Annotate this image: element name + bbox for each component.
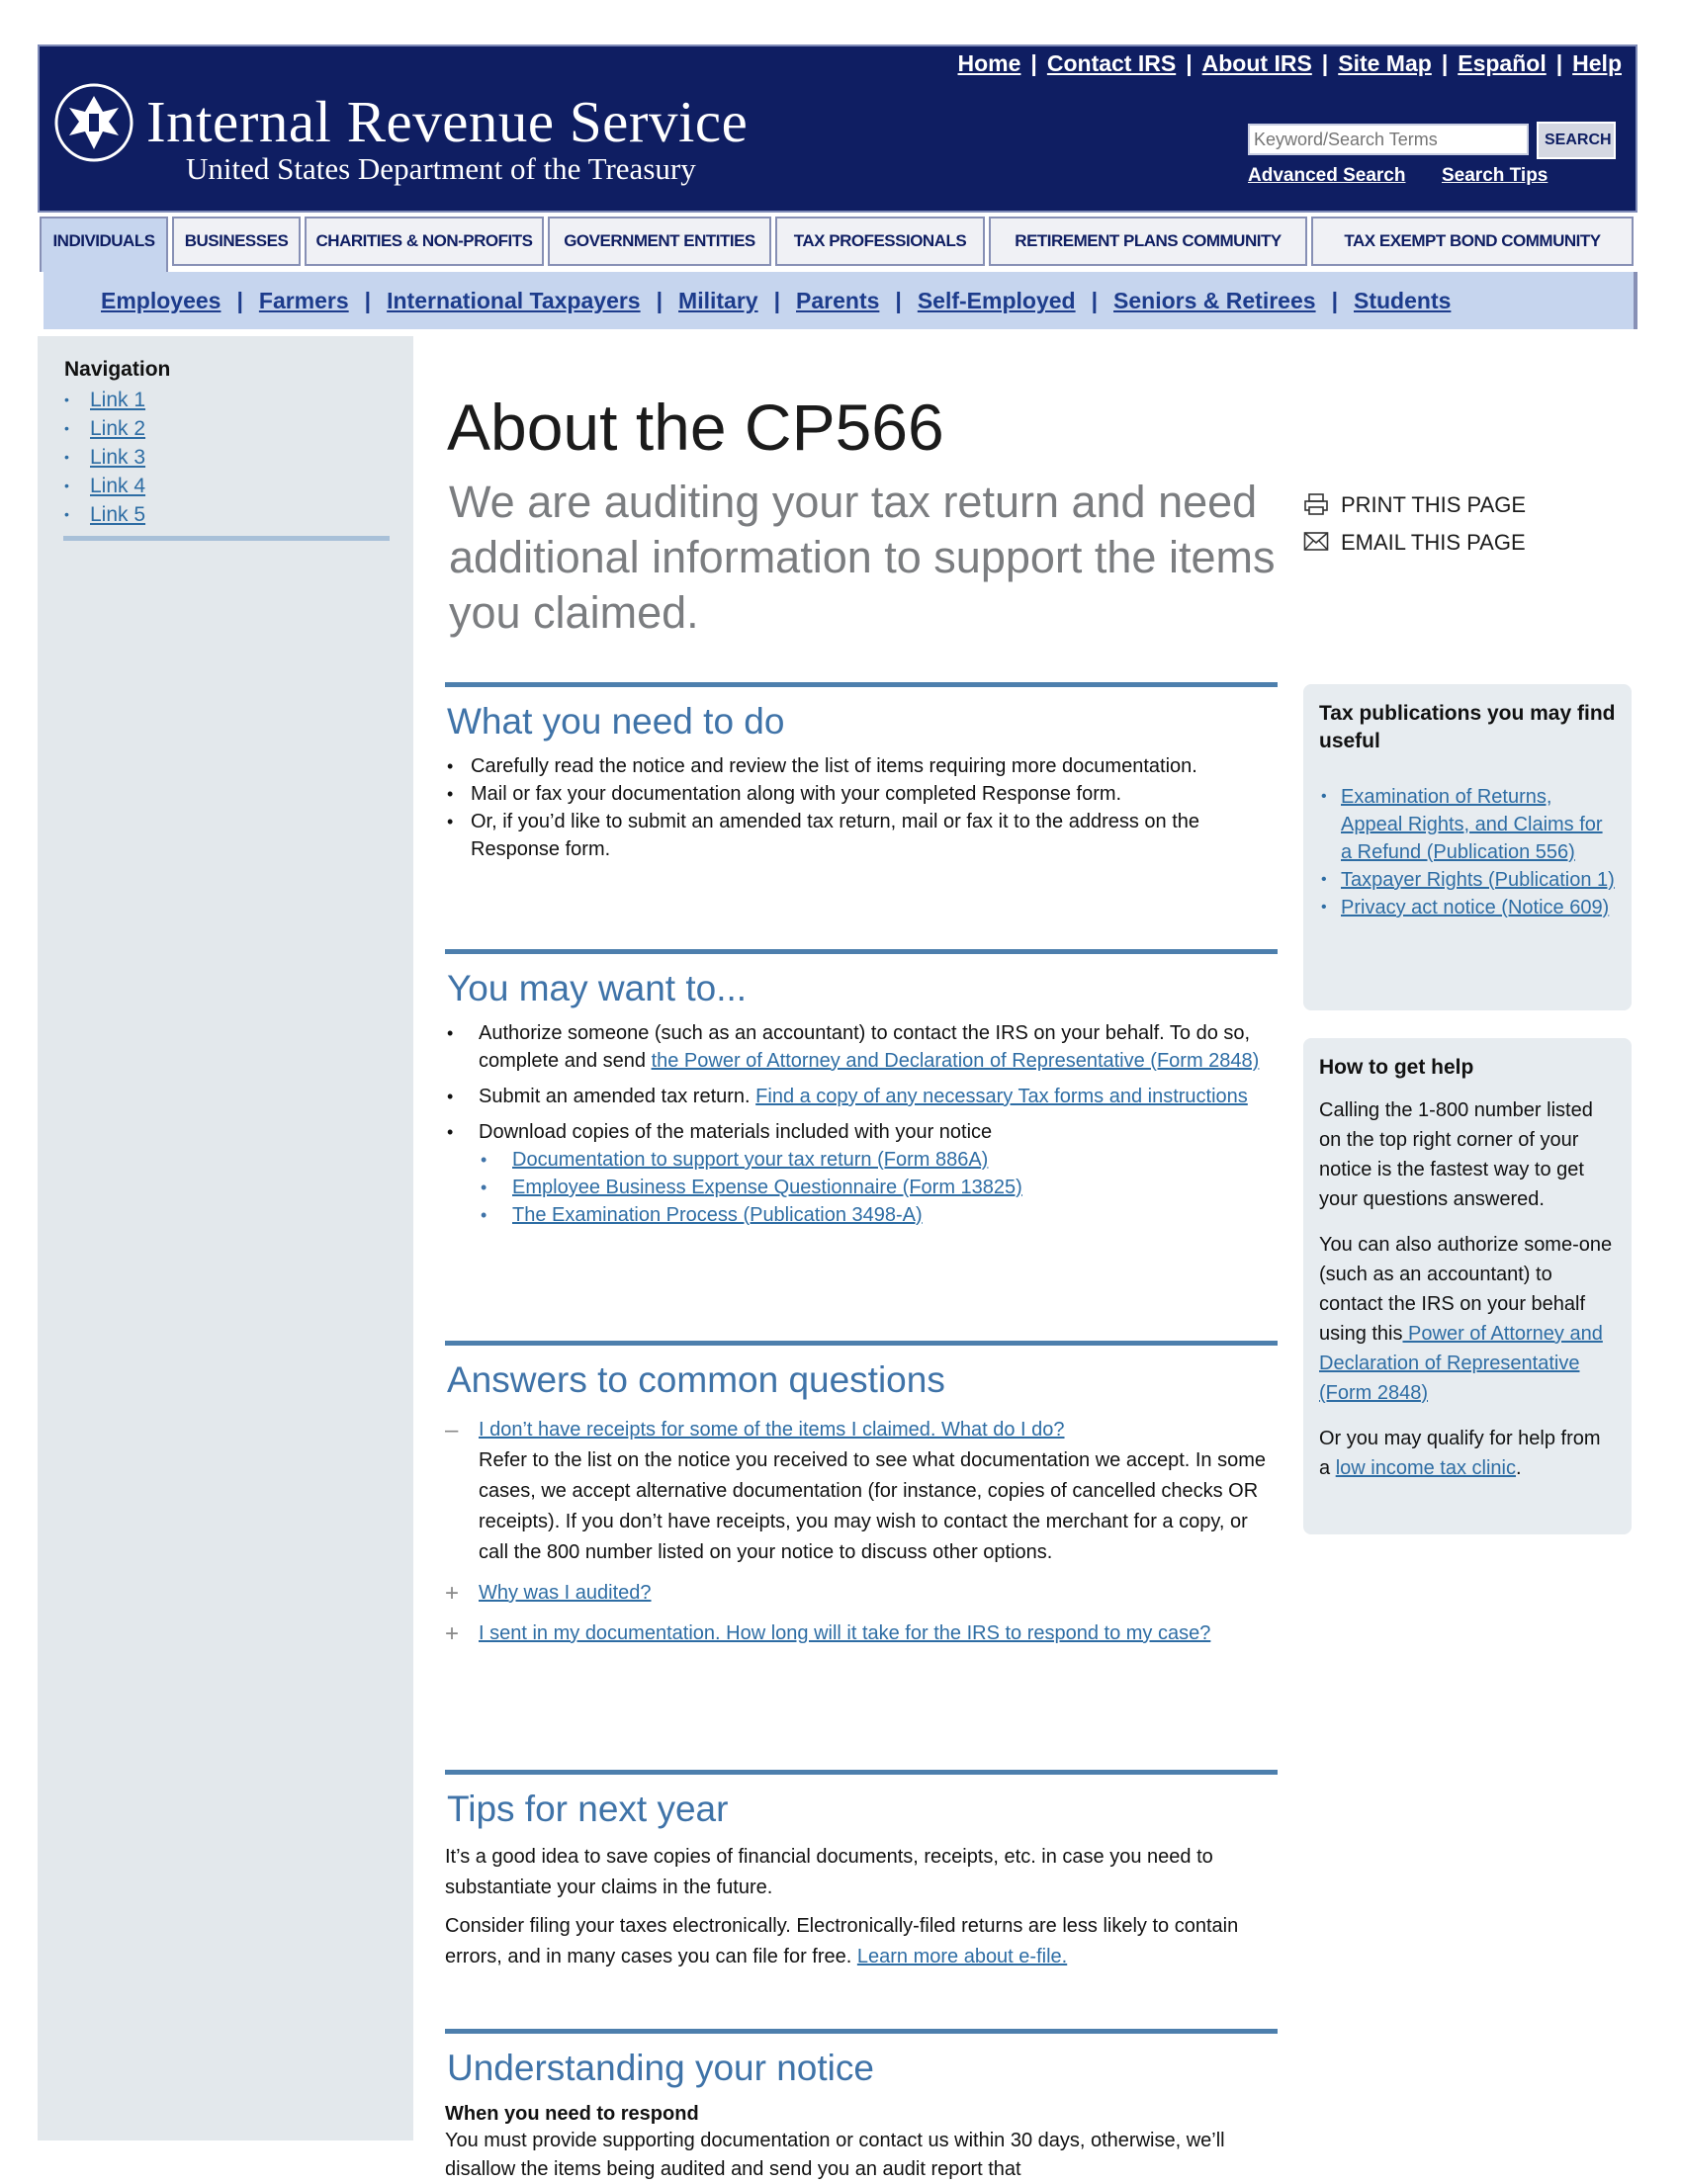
nav-title: Navigation xyxy=(64,358,171,381)
faq-item xyxy=(445,1618,1230,1649)
advanced-search-link[interactable]: Advanced Search xyxy=(1248,165,1406,186)
help-paragraph: Calling the 1-800 number listed on the top right corner of your notice is the fastest way to get your questions answered. xyxy=(1319,1099,1593,1210)
publication-item xyxy=(1319,783,1616,866)
nav-link-2[interactable]: Link 2 xyxy=(90,417,146,440)
section-heading: You may want to... xyxy=(447,968,748,1008)
agency-subtitle: United States Department of the Treasury xyxy=(186,151,696,186)
list-item: • Submit an amended tax return. Find a copy of any necessary Tax forms and instructions xyxy=(445,1083,1278,1110)
section-divider xyxy=(445,682,1278,687)
section-divider xyxy=(445,1341,1278,1346)
sub-nav-military[interactable]: Military xyxy=(678,288,758,313)
list-item: • Authorize someone (such as an accountant) to contact the IRS on your behalf. To do so, complete and send the Power of Attorney and Declaration of Representative (Form 2848) xyxy=(445,1019,1278,1075)
publications-box xyxy=(1303,684,1632,1010)
page-title: About the CP566 xyxy=(447,391,944,464)
form-13825-link[interactable]: Employee Business Expense Questionnaire (Form 13825) xyxy=(512,1177,1022,1198)
tax-forms-link[interactable]: Find a copy of any necessary Tax forms and instructions xyxy=(755,1086,1248,1107)
print-page-link[interactable] xyxy=(1303,492,1526,518)
section-understanding-notice xyxy=(445,2029,1278,2184)
printer-icon xyxy=(1303,493,1329,515)
tips-paragraph: It’s a good idea to save copies of financial documents, receipts, etc. in case you need to substantiate your claims in the future. xyxy=(445,1846,1213,1898)
expand-icon[interactable]: + xyxy=(445,1580,460,1607)
site-header xyxy=(38,44,1637,213)
section-tips xyxy=(445,1770,1278,1972)
faq-item-expanded xyxy=(445,1415,1278,1568)
list-item: • Download copies of the materials included with your notice • Documentation to support your tax return (Form 886A) • Employee Business Expense Questionnaire (Form 13825) • The Examination Process (Publication 3498-A) xyxy=(445,1118,1278,1229)
tab-government-entities[interactable]: GOVERNMENT ENTITIES xyxy=(548,217,771,266)
section-common-questions xyxy=(445,1341,1278,1649)
faq-answer: Refer to the list on the notice you received to see what documentation we accept. In some cases, we accept alternative documentation (for instance, copies of cancelled checks OR receipts). If you don’t have receipts, you may wish to contact the merchant for a copy, or call the 800 number listed on your notice to discuss other options. xyxy=(479,1449,1267,1563)
section-divider xyxy=(445,1770,1278,1775)
tab-retirement-plans[interactable]: RETIREMENT PLANS COMMUNITY xyxy=(989,217,1307,266)
form-2848-sidebar-link[interactable]: Power of Attorney and Declaration of Representative (Form 2848) xyxy=(1319,1323,1603,1404)
download-list xyxy=(479,1146,1278,1229)
help-link[interactable]: Help xyxy=(1572,50,1622,76)
email-page-link[interactable] xyxy=(1303,530,1526,556)
tax-clinic-link[interactable]: low income tax clinic xyxy=(1335,1457,1516,1479)
audience-sub-nav: Employees | Farmers | International Taxpayers | Military | Parents | Self-Employed | Seniors & Retirees | Students xyxy=(44,272,1637,329)
list-item: • Or, if you’d like to submit an amended tax return, mail or fax it to the address on the Response form. xyxy=(445,808,1278,863)
tab-tax-exempt-bond[interactable]: TAX EXEMPT BOND COMMUNITY xyxy=(1311,217,1634,266)
publication-3498a-link[interactable]: The Examination Process (Publication 3498-A) xyxy=(512,1204,923,1226)
list-item: • Carefully read the notice and review the list of items requiring more documentation. xyxy=(445,752,1278,780)
faq-question-why-audited[interactable]: Why was I audited? xyxy=(479,1582,652,1604)
tab-businesses[interactable]: BUSINESSES xyxy=(172,217,301,266)
nav-link-3[interactable]: Link 3 xyxy=(90,446,146,469)
about-irs-link[interactable]: About IRS xyxy=(1201,50,1312,76)
sub-nav-farmers[interactable]: Farmers xyxy=(258,288,349,313)
respond-text: You must provide supporting documentation or contact us within 30 days, otherwise, we’ll disallow the items being audited and send you an audit report that xyxy=(445,2130,1225,2180)
form-2848-link[interactable]: the Power of Attorney and Declaration of Representative (Form 2848) xyxy=(651,1050,1260,1072)
options-list xyxy=(445,1019,1278,1229)
tab-charities[interactable]: CHARITIES & NON-PROFITS xyxy=(305,217,544,266)
help-box xyxy=(1303,1038,1632,1534)
site-map-link[interactable]: Site Map xyxy=(1338,50,1432,76)
search-button[interactable]: SEARCH xyxy=(1537,122,1616,159)
section-you-may-want-to xyxy=(445,949,1278,1237)
nav-item: • Link 2 xyxy=(64,417,146,440)
agency-name: Internal Revenue Service xyxy=(146,89,749,154)
respond-label: When you need to respond xyxy=(445,2103,699,2125)
publication-item xyxy=(1319,866,1616,894)
sub-nav-parents[interactable]: Parents xyxy=(796,288,880,313)
help-paragraph: Or you may qualify for help from a low income tax clinic. xyxy=(1319,1428,1601,1479)
faq-question-response-time[interactable]: I sent in my documentation. How long will it take for the IRS to respond to my case? xyxy=(479,1622,1211,1644)
irs-eagle-logo-icon[interactable] xyxy=(53,82,134,163)
publication-item xyxy=(1319,894,1616,921)
download-item xyxy=(479,1201,1278,1229)
page-subtitle: We are auditing your tax return and need additional information to support the items you claimed. xyxy=(449,477,1276,638)
tab-tax-professionals[interactable]: TAX PROFESSIONALS xyxy=(775,217,985,266)
section-divider xyxy=(445,2029,1278,2034)
nav-item: • Link 5 xyxy=(64,503,146,526)
section-divider xyxy=(445,949,1278,954)
publication-1-link[interactable]: Taxpayer Rights (Publication 1) xyxy=(1341,869,1615,891)
form-886a-link[interactable]: Documentation to support your tax return (Form 886A) xyxy=(512,1149,989,1171)
audience-tabs xyxy=(38,213,1637,272)
nav-item: • Link 1 xyxy=(64,389,146,411)
publications-title: Tax publications you may find useful xyxy=(1319,702,1616,752)
espanol-link[interactable]: Español xyxy=(1458,50,1547,76)
section-heading: Tips for next year xyxy=(447,1789,729,1829)
publication-556-link[interactable]: Examination of Returns, Appeal Rights, and Claims for a Refund (Publication 556) xyxy=(1341,786,1603,863)
publications-list xyxy=(1319,783,1616,921)
tips-paragraph: Consider filing your taxes electronically. Electronically-filed returns are less likely to contain errors, and in many cases you can file for free. Learn more about e-file. xyxy=(445,1915,1239,1967)
list-item: • Mail or fax your documentation along with your completed Response form. xyxy=(445,780,1278,808)
section-what-you-need-to-do xyxy=(445,682,1278,863)
download-item xyxy=(479,1146,1278,1174)
nav-link-4[interactable]: Link 4 xyxy=(90,475,146,497)
nav-list xyxy=(64,386,145,529)
tab-individuals[interactable]: INDIVIDUALS xyxy=(40,217,168,272)
todo-list xyxy=(445,752,1278,863)
section-heading: Answers to common questions xyxy=(447,1359,945,1400)
envelope-icon xyxy=(1303,531,1329,553)
sub-nav-seniors[interactable]: Seniors & Retirees xyxy=(1113,288,1316,313)
sub-nav-employees[interactable]: Employees xyxy=(101,288,221,313)
nav-link-1[interactable]: Link 1 xyxy=(90,389,146,411)
help-paragraph: You can also authorize some-one (such as an accountant) to contact the IRS on your behalf using this Power of Attorney and Declaration of Representative (Form 2848) xyxy=(1319,1234,1613,1404)
collapse-icon[interactable]: – xyxy=(445,1417,459,1443)
section-heading: What you need to do xyxy=(447,701,785,742)
nav-divider xyxy=(63,536,390,541)
notice-609-link[interactable]: Privacy act notice (Notice 609) xyxy=(1341,897,1610,918)
help-title: How to get help xyxy=(1319,1056,1474,1079)
faq-question-receipts[interactable]: I don’t have receipts for some of the items I claimed. What do I do? xyxy=(479,1419,1065,1441)
sub-nav-international[interactable]: International Taxpayers xyxy=(387,288,641,313)
print-label: PRINT THIS PAGE xyxy=(1341,492,1527,517)
nav-link-5[interactable]: Link 5 xyxy=(90,503,146,526)
utility-links: Home | Contact IRS | About IRS | Site Map | Español | Help xyxy=(957,50,1622,76)
contact-irs-link[interactable]: Contact IRS xyxy=(1046,50,1177,76)
expand-icon[interactable]: + xyxy=(445,1620,460,1647)
nav-item: • Link 4 xyxy=(64,475,146,497)
sub-nav-students[interactable]: Students xyxy=(1354,288,1452,313)
home-link[interactable]: Home xyxy=(957,50,1021,76)
nav-item: • Link 3 xyxy=(64,446,146,469)
section-heading: Understanding your notice xyxy=(447,2048,874,2088)
download-item xyxy=(479,1174,1278,1201)
left-navigation xyxy=(38,336,413,2140)
search-tips-link[interactable]: Search Tips xyxy=(1442,165,1548,186)
search-input[interactable] xyxy=(1248,124,1529,155)
faq-item xyxy=(445,1578,1278,1609)
efile-link[interactable]: Learn more about e-file. xyxy=(856,1946,1068,1967)
email-label: EMAIL THIS PAGE xyxy=(1341,530,1526,555)
sub-nav-self-employed[interactable]: Self-Employed xyxy=(917,288,1076,313)
